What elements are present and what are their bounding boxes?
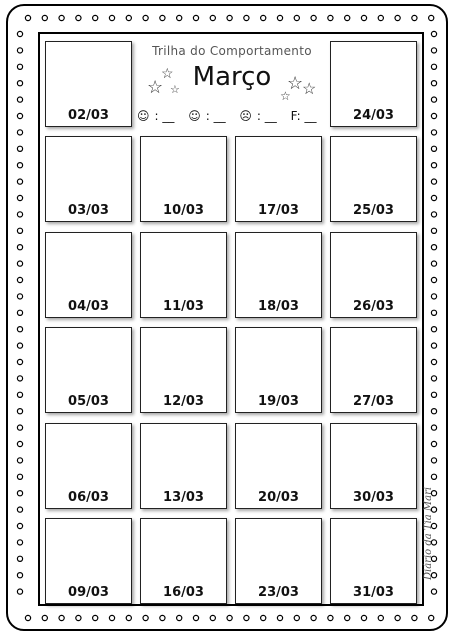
border-dot — [143, 15, 148, 20]
day-date: 31/03 — [353, 585, 394, 600]
day-date: 19/03 — [258, 394, 299, 409]
border-dot — [431, 195, 436, 200]
border-dot — [431, 212, 436, 217]
border-dot — [311, 615, 316, 620]
border-dot — [431, 113, 436, 118]
border-dot — [431, 277, 436, 282]
day-cell — [45, 232, 132, 318]
border-dot — [42, 615, 47, 620]
border-dot — [17, 97, 22, 102]
border-dot — [431, 409, 436, 414]
border-dot — [431, 64, 436, 69]
border-dot — [431, 327, 436, 332]
day-date: 09/03 — [68, 585, 109, 600]
day-date: 25/03 — [353, 203, 394, 218]
day-date: 26/03 — [353, 299, 394, 314]
month-title: Março — [192, 62, 272, 92]
header — [137, 38, 327, 128]
border-dot — [17, 523, 22, 528]
border-dot — [431, 261, 436, 266]
border-dot — [126, 15, 131, 20]
border-dot — [93, 615, 98, 620]
border-dot — [431, 130, 436, 135]
day-date: 24/03 — [353, 108, 394, 123]
day-cell — [140, 327, 227, 413]
border-dot — [143, 615, 148, 620]
border-dot — [277, 615, 282, 620]
day-date: 03/03 — [68, 203, 109, 218]
border-dot — [59, 615, 64, 620]
border-dot — [25, 615, 30, 620]
border-dot — [431, 48, 436, 53]
border-dot — [431, 441, 436, 446]
border-dot — [17, 228, 22, 233]
border-dot — [76, 15, 81, 20]
border-dot — [109, 615, 114, 620]
border-dot — [17, 343, 22, 348]
border-dot — [210, 15, 215, 20]
border-dot — [431, 392, 436, 397]
border-dot — [17, 81, 22, 86]
border-dot — [17, 409, 22, 414]
border-dot — [412, 15, 417, 20]
day-cell — [330, 41, 417, 127]
border-dot — [328, 615, 333, 620]
border-dot — [17, 556, 22, 561]
border-dot — [17, 113, 22, 118]
border-dot — [17, 64, 22, 69]
day-date: 02/03 — [68, 108, 109, 123]
day-date: 10/03 — [163, 203, 204, 218]
border-dot — [17, 310, 22, 315]
day-cell — [235, 327, 322, 413]
border-dot — [17, 425, 22, 430]
border-dot — [345, 15, 350, 20]
border-dot — [17, 146, 22, 151]
neutral-face-icon: ☺ — [188, 109, 201, 123]
day-cell — [140, 232, 227, 318]
border-dot — [345, 615, 350, 620]
day-cell — [330, 136, 417, 222]
border-dot — [395, 615, 400, 620]
day-cell — [45, 41, 132, 127]
day-cell — [140, 136, 227, 222]
border-dot — [17, 277, 22, 282]
day-cell — [235, 518, 322, 604]
day-cell — [330, 232, 417, 318]
day-date: 27/03 — [353, 394, 394, 409]
border-dot — [431, 310, 436, 315]
border-dot — [160, 15, 165, 20]
border-dot — [395, 15, 400, 20]
day-date: 11/03 — [163, 299, 204, 314]
border-dot — [17, 540, 22, 545]
border-dot — [17, 163, 22, 168]
border-dot — [193, 15, 198, 20]
day-cell — [140, 423, 227, 509]
border-dot — [277, 15, 282, 20]
border-dot — [17, 261, 22, 266]
border-dot — [17, 327, 22, 332]
border-dot — [17, 474, 22, 479]
border-dot — [17, 376, 22, 381]
behavior-legend — [137, 109, 327, 123]
border-dot — [412, 615, 417, 620]
border-dot — [429, 15, 434, 20]
border-dot — [109, 15, 114, 20]
border-dot — [244, 15, 249, 20]
border-dot — [261, 15, 266, 20]
border-dot — [378, 615, 383, 620]
border-dot — [431, 359, 436, 364]
border-dot — [431, 31, 436, 36]
day-date: 18/03 — [258, 299, 299, 314]
border-dot — [431, 179, 436, 184]
border-dot — [160, 615, 165, 620]
border-dot — [25, 15, 30, 20]
day-cell — [45, 518, 132, 604]
border-dot — [378, 15, 383, 20]
border-dot — [431, 97, 436, 102]
border-dot — [431, 81, 436, 86]
border-dot — [431, 474, 436, 479]
border-dot — [17, 48, 22, 53]
border-dot — [429, 615, 434, 620]
border-dot — [126, 615, 131, 620]
day-date: 30/03 — [353, 490, 394, 505]
day-cell — [330, 327, 417, 413]
border-dot — [42, 15, 47, 20]
day-cell — [235, 423, 322, 509]
border-dot — [361, 615, 366, 620]
border-dot — [431, 425, 436, 430]
border-dot — [17, 392, 22, 397]
day-date: 12/03 — [163, 394, 204, 409]
day-cell — [235, 232, 322, 318]
border-dot — [17, 294, 22, 299]
day-cell — [45, 423, 132, 509]
border-dot — [17, 245, 22, 250]
day-cell — [235, 136, 322, 222]
star-icon: ☆ — [161, 65, 174, 81]
legend-item-absence: F: __ — [290, 109, 317, 123]
border-dot — [244, 615, 249, 620]
sad-face-icon: ☹ — [239, 109, 252, 123]
day-date: 06/03 — [68, 490, 109, 505]
day-cell — [45, 136, 132, 222]
border-dot — [361, 15, 366, 20]
day-date: 23/03 — [258, 585, 299, 600]
border-dot — [17, 359, 22, 364]
border-dot — [227, 615, 232, 620]
border-dot — [294, 15, 299, 20]
border-dot — [76, 615, 81, 620]
border-dot — [328, 15, 333, 20]
border-dot — [431, 458, 436, 463]
border-dot — [431, 146, 436, 151]
day-cell — [330, 518, 417, 604]
border-dot — [431, 343, 436, 348]
star-icon: ☆ — [302, 81, 317, 98]
star-icon: ☆ — [280, 89, 291, 103]
border-dot — [210, 615, 215, 620]
star-icon: ☆ — [287, 73, 304, 93]
border-dot — [431, 163, 436, 168]
border-dot — [431, 228, 436, 233]
day-date: 13/03 — [163, 490, 204, 505]
border-dot — [17, 195, 22, 200]
border-dot — [17, 179, 22, 184]
legend-item-sad: ☹ : __ — [239, 109, 277, 123]
day-date: 05/03 — [68, 394, 109, 409]
day-date: 04/03 — [68, 299, 109, 314]
border-dot — [431, 376, 436, 381]
day-cell — [330, 423, 417, 509]
day-date: 20/03 — [258, 490, 299, 505]
border-dot — [177, 15, 182, 20]
happy-face-icon: ☺ — [137, 109, 150, 123]
border-dot — [17, 491, 22, 496]
border-dot — [193, 615, 198, 620]
day-date: 16/03 — [163, 585, 204, 600]
border-dot — [227, 15, 232, 20]
day-cell — [45, 327, 132, 413]
border-dot — [431, 245, 436, 250]
border-dot — [261, 615, 266, 620]
border-dot — [17, 441, 22, 446]
border-dot — [17, 212, 22, 217]
border-dot — [93, 15, 98, 20]
border-dot — [294, 615, 299, 620]
border-dot — [17, 458, 22, 463]
border-dot — [311, 15, 316, 20]
border-dot — [177, 615, 182, 620]
legend-item-happy: ☺ : __ — [137, 109, 175, 123]
border-dot — [17, 130, 22, 135]
border-dot — [17, 573, 22, 578]
day-cell — [140, 518, 227, 604]
border-dot — [17, 589, 22, 594]
border-dot — [59, 15, 64, 20]
legend-item-neutral: ☺ : __ — [188, 109, 226, 123]
watermark: Diário da Tia Mari — [423, 486, 434, 580]
day-date: 17/03 — [258, 203, 299, 218]
border-dot — [431, 589, 436, 594]
border-dot — [431, 294, 436, 299]
subtitle: Trilha do Comportamento — [152, 44, 312, 58]
star-icon: ☆ — [170, 84, 180, 96]
star-icon: ☆ — [147, 77, 164, 97]
border-dot — [17, 31, 22, 36]
border-dot — [17, 507, 22, 512]
